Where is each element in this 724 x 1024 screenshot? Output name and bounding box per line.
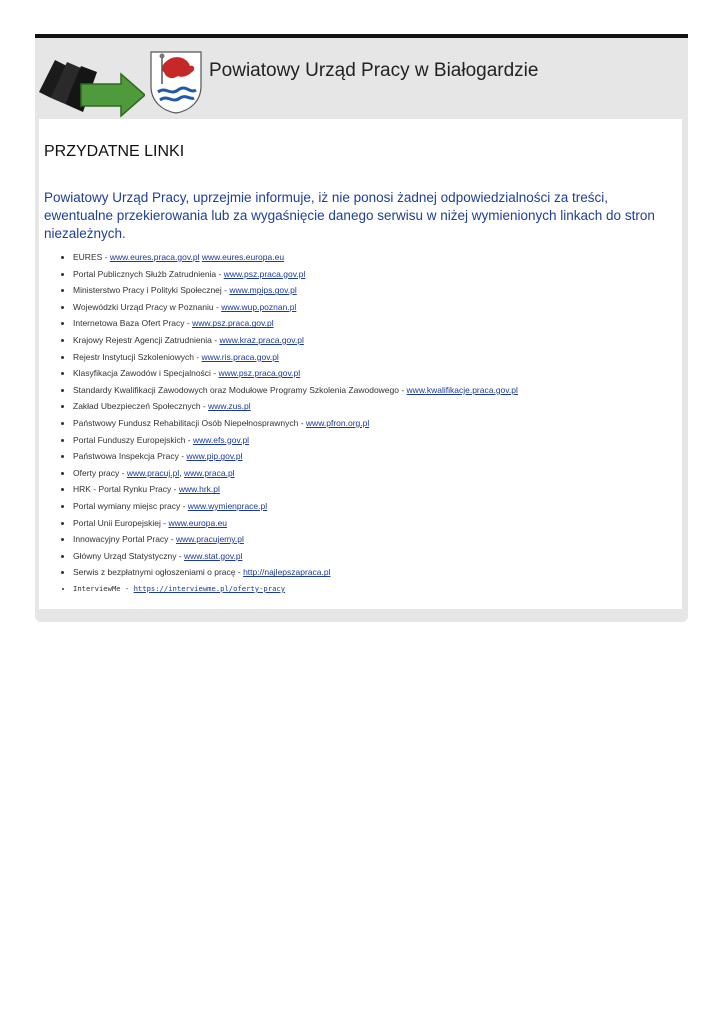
link[interactable]: www.europa.eu [168,517,228,528]
link-label: HRK - Portal Rynku Pracy - [73,484,179,495]
page-frame [35,34,688,622]
list-item [73,266,518,283]
link-label: Serwis z bezpłatnymi ogłoszeniami o pracę - [73,567,244,578]
list-item [73,498,518,515]
cards-arrow-logo-icon[interactable] [37,48,145,118]
site-header [35,38,688,116]
link-label: Portal Unii Europejskiej - [73,517,169,528]
link-label: Państwowy Fundusz Rehabilitacji Osób Niepełnosprawnych - [73,417,306,428]
link-label: Oferty pracy - [73,467,127,478]
list-item [73,332,518,349]
link-label: Internetowa Baza Ofert Pracy - [73,318,193,329]
link[interactable]: http://najlepszapraca.pl [243,567,331,578]
link-label: Klasyfikacja Zawodów i Specjalności - [73,368,219,379]
link[interactable]: www.pracujemy.pl [175,534,244,545]
link[interactable]: www.mpips.gov.pl [229,285,297,296]
site-title[interactable]: Powiatowy Urząd Pracy w Białogardzie [209,60,539,81]
link-label: Zakład Ubezpieczeń Społecznych - [73,401,209,412]
link-label: Wojewódzki Urząd Pracy w Poznaniu - [73,301,222,312]
link-label: InterviewMe - [73,583,134,593]
list-item [73,299,518,316]
link-label: EURES - [73,252,110,262]
list-item [73,349,518,366]
list-item [73,432,518,449]
link-label: Standardy Kwalifikacji Zawodowych oraz Modułowe Programy Szkolenia Zawodowego - [73,384,407,395]
link[interactable]: https://interviewme.pl/oferty-pracy [133,583,286,593]
link-label: Rejestr Instytucji Szkoleniowych - [73,351,202,362]
link-label: Główny Urząd Statystyczny - [73,550,185,561]
link-label: Portal wymiany miejsc pracy - [73,500,188,511]
list-item [73,581,518,598]
link[interactable]: www.kraz.praca.gov.pl [219,334,304,345]
links-list [39,249,518,597]
list-item [73,365,518,382]
list-item [73,564,518,581]
link-label: Ministerstwo Pracy i Polityki Społecznej - [73,285,230,296]
list-item [73,548,518,565]
link[interactable]: www.efs.gov.pl [193,434,250,445]
list-item [73,249,518,266]
list-item [73,398,518,415]
list-item [73,282,518,299]
link[interactable]: www.ris.praca.gov.pl [201,351,279,362]
link[interactable]: www.zus.pl [208,401,251,412]
link[interactable]: www.psz.praca.gov.pl [192,318,274,329]
link[interactable]: www.psz.praca.gov.pl [218,368,301,379]
page-title: PRZYDATNE LINKI [44,143,185,160]
list-item [73,315,518,332]
link[interactable]: www.wup.poznan.pl [221,301,297,312]
link-label: Portal Funduszy Europejskich - [73,434,193,445]
link[interactable]: www.psz.praca.gov.pl [223,268,306,279]
link-label: Portal Publicznych Służb Zatrudnienia - [73,268,224,279]
content-panel [39,119,682,609]
disclaimer-text: Powiatowy Urząd Pracy, uprzejmie informuje, iż nie ponosi żadnej odpowiedzialności za treści, ewentualne przekierowania lub za wygaśnięcie danego serwisu w niżej wymienionych linkach do stron niezależnych. [44,190,655,241]
link[interactable]: www.eures.praca.gov.pl [109,252,200,262]
list-item [73,448,518,465]
list-item [73,481,518,498]
link-label: Państwowa Inspekcja Pracy - [73,451,187,462]
list-item [73,415,518,432]
link[interactable]: www.wymienprace.pl [187,500,268,511]
link[interactable]: www.pip.gov.pl [186,451,243,462]
list-item [73,382,518,399]
link-label: Krajowy Rejestr Agencji Zatrudnienia - [73,334,220,345]
list-item [73,531,518,548]
link-label: Innowacyjny Portal Pracy - [73,534,176,545]
list-item: • Oferty pracy - www.pracuj.pl, www.praca.pl [73,465,518,482]
link[interactable]: www.eures.europa.eu [201,252,285,262]
coat-of-arms-icon [148,50,204,114]
list-item [73,515,518,532]
link[interactable]: www.pracuj.pl [126,467,180,478]
link[interactable]: www.kwalifikacje.praca.gov.pl [406,384,518,395]
link[interactable]: www.praca.pl [184,467,235,478]
link[interactable]: www.hrk.pl [178,484,220,495]
link[interactable]: www.stat.gov.pl [184,550,243,561]
link[interactable]: www.pfron.org.pl [305,417,370,428]
